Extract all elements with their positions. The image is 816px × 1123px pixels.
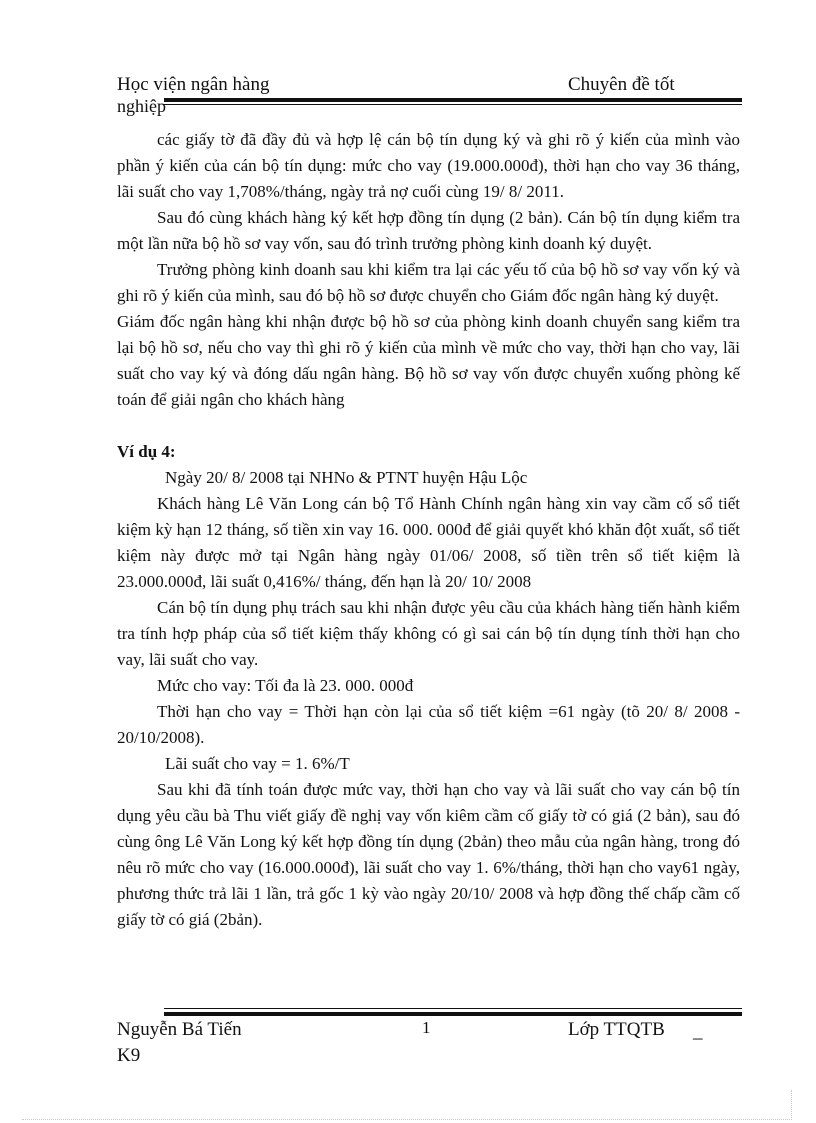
example-heading: Ví dụ 4: [117, 442, 176, 461]
footer-underscore: _ [693, 1021, 703, 1042]
paragraph-contract-details: Sau khi đã tính toán được mức vay, thời hạn cho vay và lãi suất cho vay cán bộ tín dụng yêu cầu bà Thu viết giấy đề nghị vay vốn kiêm cầm cố giấy tờ có giá (2 bản), sau đó cùng ông Lê Văn Long ký kết hợp đồng tín dụng (2bản) theo mẫu của ngân hàng, trong đó nêu rõ mức cho vay (16.000.000đ), lãi suất cho vay 1. 6%/tháng, thời hạn cho vay61 ngày, phương thức trả lãi 1 lần, trả gốc 1 kỳ vào ngày 20/10/ 2008 và hợp đồng thế chấp cầm cố giấy tờ có giá (2bản). [117, 780, 740, 929]
footer-author: Nguyễn Bá Tiến [117, 1019, 242, 1040]
paragraph-approval: các giấy tờ đã đầy đủ và hợp lệ cán bộ tín dụng ký và ghi rõ ý kiến của mình vào phần ý kiến của cán bộ tín dụng: mức cho vay (19.000.000đ), thời hạn cho vay 36 tháng, lãi suất cho vay 1,708%/tháng, ngày trả nợ cuối cùng 19/ 8/ 2011. [117, 130, 740, 201]
paragraph-officer-check: Cán bộ tín dụng phụ trách sau khi nhận được yêu cầu của khách hàng tiến hành kiểm tra tính hợp pháp của sổ tiết kiệm thấy không có gì sai cán bộ tín dụng tính thời hạn cho vay, lãi suất cho vay. [117, 598, 740, 669]
example-date-line: Ngày 20/ 8/ 2008 tại NHNo & PTNT huyện Hậu Lộc [165, 468, 528, 487]
footer-class: Lớp TTQTB [568, 1019, 665, 1040]
paragraph-customer-request: Khách hàng Lê Văn Long cán bộ Tổ Hành Chính ngân hàng xin vay cầm cố sổ tiết kiệm kỳ hạn 12 tháng, số tiền xin vay 16. 000. 000đ để giải quyết khó khăn đột xuất, sổ tiết kiệm này được mở tại Ngân hàng ngày 01/06/ 2008, số tiền trên sổ tiết kiệm là 23.000.000đ, lãi suất 0,416%/ tháng, đến hạn là 20/ 10/ 2008 [117, 494, 740, 591]
header-doc-type: Chuyên đề tốt [568, 74, 675, 95]
footer-cohort: K9 [117, 1045, 141, 1066]
footer-page-number: 1 [422, 1018, 431, 1037]
header-doc-type-wrap: nghiệp [117, 96, 166, 116]
page-corner-dotted [791, 1090, 792, 1120]
footer-rule-thick [164, 1012, 742, 1016]
paragraph-manager-review: Trưởng phòng kinh doanh sau khi kiểm tra lại các yếu tố của bộ hồ sơ vay vốn ký và ghi rõ ý kiến của mình, sau đó bộ hồ sơ được chuyển cho Giám đốc ngân hàng ký duyệt. [117, 260, 740, 305]
body-text [117, 127, 740, 933]
header-rule-thick [164, 98, 742, 102]
paragraph-contract: Sau đó cùng khách hàng ký kết hợp đồng tín dụng (2 bản). Cán bộ tín dụng kiểm tra một lần nữa bộ hồ sơ vay vốn, sau đó trình trưởng phòng kinh doanh ký duyệt. [117, 208, 740, 253]
paragraph-loan-term: Thời hạn cho vay = Thời hạn còn lại của sổ tiết kiệm =61 ngày (tõ 20/ 8/ 2008 - 20/10/2008). [117, 702, 740, 747]
header-institution: Học viện ngân hàng [117, 74, 270, 95]
paragraph-interest-rate: Lãi suất cho vay = 1. 6%/T [165, 754, 350, 773]
page-edge-dotted [22, 1119, 792, 1120]
footer-rule-thin [164, 1008, 742, 1009]
paragraph-director-review: Giám đốc ngân hàng khi nhận được bộ hồ sơ của phòng kinh doanh chuyển sang kiểm tra lại bộ hồ sơ, nếu cho vay thì ghi rõ ý kiến của mình về mức cho vay, thời hạn cho vay, lãi suất cho vay ký và đóng dấu ngân hàng. Bộ hồ sơ vay vốn được chuyển xuống phòng kế toán để giải ngân cho khách hàng [117, 312, 740, 409]
header-rule-thin [164, 104, 742, 105]
paragraph-loan-amount: Mức cho vay: Tối đa là 23. 000. 000đ [157, 676, 414, 695]
